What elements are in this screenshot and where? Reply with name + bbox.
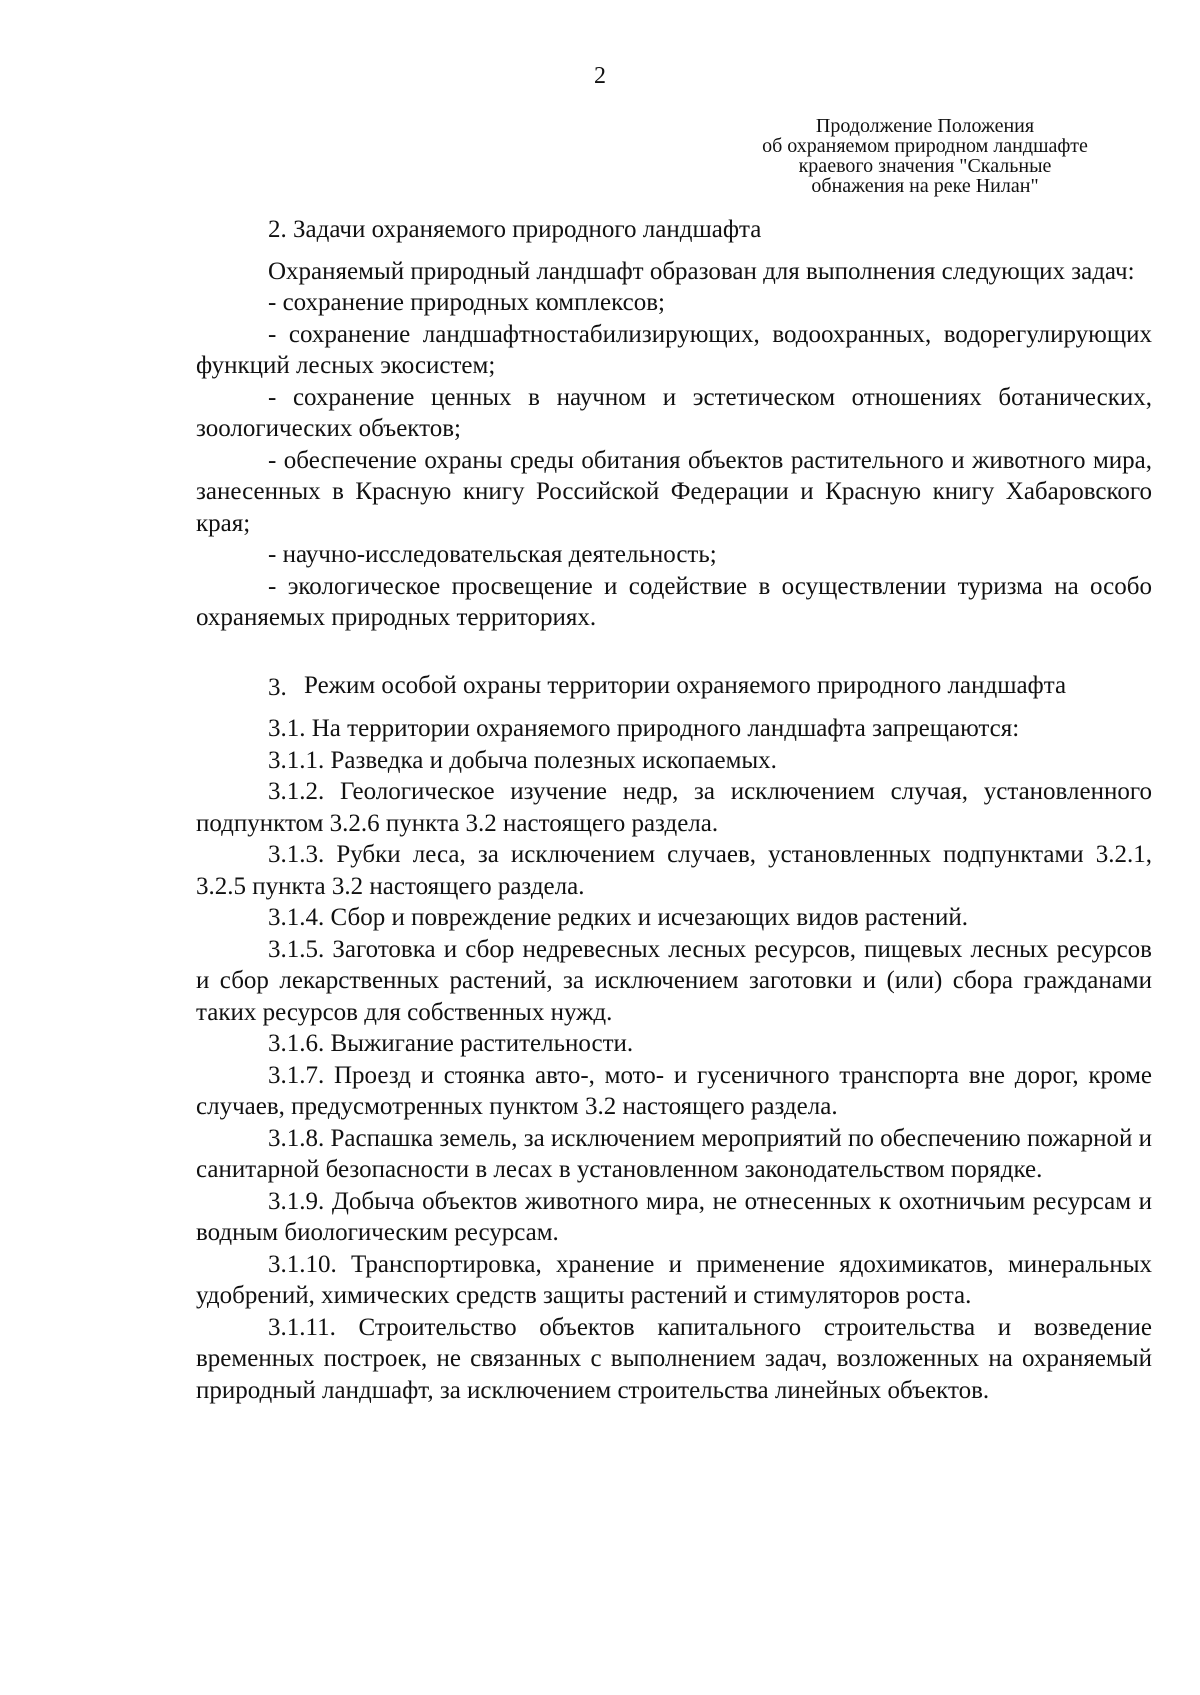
continuation-line-1: Продолжение Положения: [815, 115, 1035, 137]
clause-paragraph: 3.1.3. Рубки леса, за исключением случаев, установленных подпунктами 3.2.1, 3.2.5 пункта 3.2 настоящего раздела.: [196, 841, 1152, 900]
clause-paragraph: 3.1.4. Сбор и повреждение редких и исчезающих видов растений.: [268, 904, 968, 931]
clause-paragraph: 3.1.11. Строительство объектов капитального строительства и возведение временных построек, не связанных с выполнением задач, возложенных на охраняемый природный ландшафт, за исключением строительства линейных объектов.: [196, 1313, 1152, 1404]
clause-paragraph: 3.1.9. Добыча объектов животного мира, не отнесенных к охотничьим ресурсам и водным биологическим ресурсам.: [196, 1187, 1152, 1246]
continuation-line-3: краевого значения "Скальные: [798, 155, 1052, 177]
clause-paragraph: 3.1.7. Проезд и стоянка авто-, мото- и гусеничного транспорта вне дорог, кроме случаев, предусмотренных пунктом 3.2 настоящего раздела.: [196, 1061, 1152, 1120]
task-item: - экологическое просвещение и содействие в осуществлении туризма на особо охраняемых природных территориях.: [196, 572, 1152, 631]
clause-paragraph: 3.1.1. Разведка и добыча полезных ископаемых.: [268, 746, 777, 774]
task-item: - научно-исследовательская деятельность;: [268, 541, 717, 568]
page-number: 2: [594, 63, 606, 89]
clause-paragraph: 3.1.8. Распашка земель, за исключением мероприятий по обеспечению пожарной и санитарной безопасности в лесах в установленном законодательством порядке.: [196, 1124, 1152, 1183]
task-item: - обеспечение охраны среды обитания объектов растительного и животного мира, занесенных в Красную книгу Российской Федерации и Красную книгу Хабаровского края;: [196, 446, 1152, 537]
continuation-line-2: об охраняемом природном ландшафте: [762, 135, 1088, 157]
clause-paragraph: 3.1.10. Транспортировка, хранение и применение ядохимикатов, минеральных удобрений, химических средств защиты растений и стимуляторов роста.: [196, 1250, 1152, 1309]
section-3-number: 3.: [268, 673, 287, 701]
section-2-intro: Охраняемый природный ландшафт образован для выполнения следующих задач:: [268, 257, 1135, 285]
document-body: [196, 214, 1152, 1406]
clause-paragraph: 3.1.6. Выжигание растительности.: [268, 1030, 634, 1057]
task-item: - сохранение ландшафтностабилизирующих, водоохранных, водорегулирующих функций лесных экосистем;: [196, 320, 1152, 379]
clause-paragraph: 3.1.2. Геологическое изучение недр, за исключением случая, установленного подпунктом 3.2.6 пункта 3.2 настоящего раздела.: [196, 778, 1152, 837]
section-3-title: [196, 672, 1152, 704]
clause-paragraph: 3.1.5. Заготовка и сбор недревесных лесных ресурсов, пищевых лесных ресурсов и сбор лекарственных растений, за исключением заготовки и (или) сбора гражданами таких ресурсов для собственных нужд.: [196, 935, 1152, 1026]
clause-paragraph: 3.1. На территории охраняемого природного ландшафта запрещаются:: [268, 715, 1020, 742]
section-2-title: 2. Задачи охраняемого природного ландшафта: [268, 216, 762, 243]
task-item: - сохранение природных комплексов;: [268, 289, 665, 316]
continuation-header: [690, 116, 1160, 196]
section-3-title-text: Режим особой охраны территории охраняемого природного ландшафта: [304, 671, 1067, 699]
task-item: - сохранение ценных в научном и эстетическом отношениях ботанических, зоологических объектов;: [196, 383, 1152, 442]
continuation-line-4: обнажения на реке Нилан": [811, 175, 1039, 197]
